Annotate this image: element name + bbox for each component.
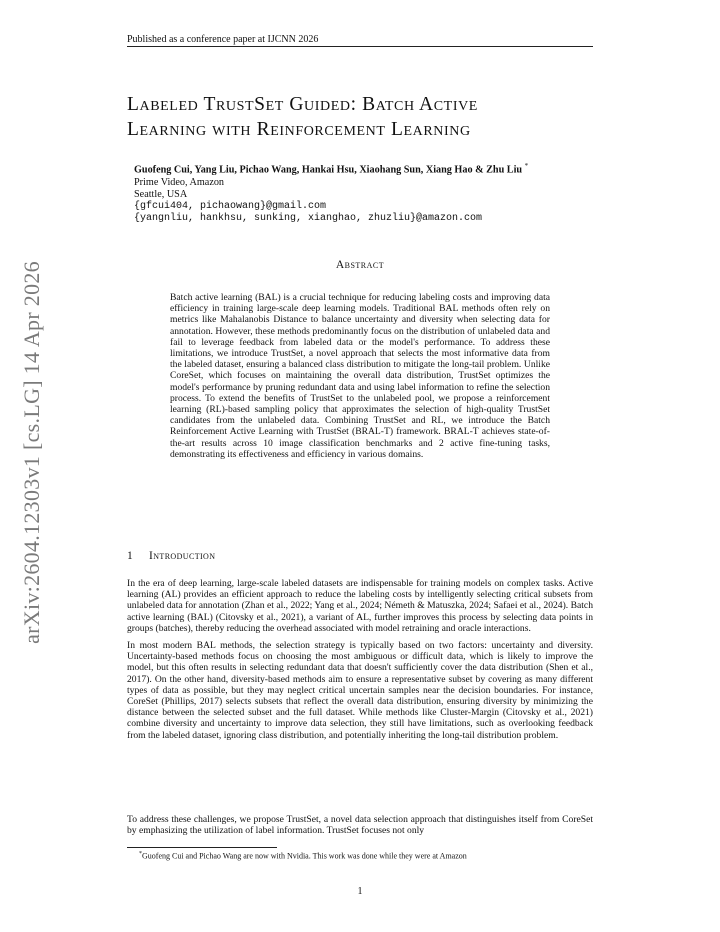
email-line-2: {yangnliu, hankhsu, sunking, xianghao, zhuzliu}@amazon.com xyxy=(134,213,483,225)
abstract-heading: Abstract xyxy=(335,259,385,271)
location: Seattle, USA xyxy=(134,188,188,200)
abstract-text: Batch active learning (BAL) is a crucial technique for reducing labeling costs and improving data efficiency in training large-scale deep learning models. Traditional BAL methods often rely on metrics like Mahalanobis Distance to balance uncertainty and diversity when selecting data for annotation. However, these methods predominantly focus on the distribution of unlabeled data and fail to leverage feedback from labeled data or the model's performance. To address these limitations, we introduce TrustSet, a novel approach that selects the most informative data from the labeled dataset, ensuring a balanced class distribution to mitigate the long-tail problem. Unlike CoreSet, which focuses on maintaining the overall data distribution, TrustSet optimizes the model's performance by pruning redundant data and using label information to refine the selection process. To extend the benefits of TrustSet to the unlabeled pool, we propose a reinforcement learning (RL)-based sampling policy that approximates the selection of high-quality TrustSet candidates from the unlabeled data. Combining TrustSet and RL, we introduce the Batch Reinforcement Active Learning with TrustSet (BRAL-T) framework. BRAL-T achieves state-of-the-art results across 10 image classification benchmarks and 2 active fine-tuning tasks, demonstrating its effectiveness and efficiency in various domains. xyxy=(170,292,550,460)
section-number: 1 xyxy=(127,550,134,562)
email-line-1: {gfcui404, pichaowang}@gmail.com xyxy=(134,201,327,212)
section-title: Introduction xyxy=(149,550,216,562)
author-names-text: Guofeng Cui, Yang Liu, Pichao Wang, Hankai Hsu, Xiaohang Sun, Xiang Hao & Zhu Liu xyxy=(134,164,523,176)
footnote xyxy=(139,851,467,861)
section-heading-introduction xyxy=(127,550,215,562)
footnote-rule xyxy=(127,847,277,848)
arxiv-stamp-text: arXiv:2604.12303v1 [cs.LG] 14 Apr 2026 xyxy=(19,260,44,644)
arxiv-stamp xyxy=(18,258,46,646)
author-names xyxy=(134,160,528,177)
affiliation: Prime Video, Amazon xyxy=(134,176,225,188)
intro-paragraph-3: To address these challenges, we propose TrustSet, a novel data selection approach that distinguishes itself from CoreSet by emphasizing the utilization of label information. TrustSet focuses not only xyxy=(127,814,593,837)
page-number: 1 xyxy=(357,886,363,897)
title-line-2: Learning with Reinforcement Learning xyxy=(127,119,471,140)
author-block xyxy=(134,160,528,225)
title-line-1: Labeled TrustSet Guided: Batch Active xyxy=(127,94,478,115)
paper-title xyxy=(127,92,597,142)
author-footnote-mark: * xyxy=(524,162,529,170)
venue-header: Published as a conference paper at IJCNN 2026 xyxy=(127,34,319,45)
footnote-mark: * xyxy=(139,851,142,857)
intro-paragraph-2: In most modern BAL methods, the selection strategy is typically based on two factors: uncertainty and diversity. Uncertainty-based methods focus on choosing the most ambiguous or difficult data, which is likely to improve the model, but this often results in selecting redundant data that doesn't sufficiently cover the data distribution (Shen et al., 2017). On the other hand, diversity-based methods aim to ensure a representative subset by covering as many different types of data as possible, but they may neglect critical uncertain samples near the decision boundaries. For instance, CoreSet (Phillips, 2017) selects subsets that reflect the overall data distribution, ensuring diversity by minimizing the distance between the selected subset and the full dataset. While methods like Cluster-Margin (Citovsky et al., 2021) combine diversity and uncertainty to improve data selection, they still have limitations, such as overlooking feedback from the labeled dataset, ignoring class distribution, and potentially inheriting the long-tail distribution problem. xyxy=(127,640,593,741)
intro-paragraph-1: In the era of deep learning, large-scale labeled datasets are indispensable for training models on complex tasks. Active learning (AL) provides an efficient approach to reduce the labeling costs by intelligently selecting critical subsets from unlabeled data for annotation (Zhan et al., 2022; Yang et al., 2024; Németh & Matuszka, 2024; Safaei et al., 2024). Batch active learning (BAL) (Citovsky et al., 2021), a variant of AL, further improves this process by selecting data points in groups (batches), thereby reducing the overhead associated with model retraining and oracle interactions. xyxy=(127,578,593,634)
header-rule xyxy=(127,46,593,47)
footnote-text: Guofeng Cui and Pichao Wang are now with Nvidia. This work was done while they were at Amazon xyxy=(142,851,467,861)
